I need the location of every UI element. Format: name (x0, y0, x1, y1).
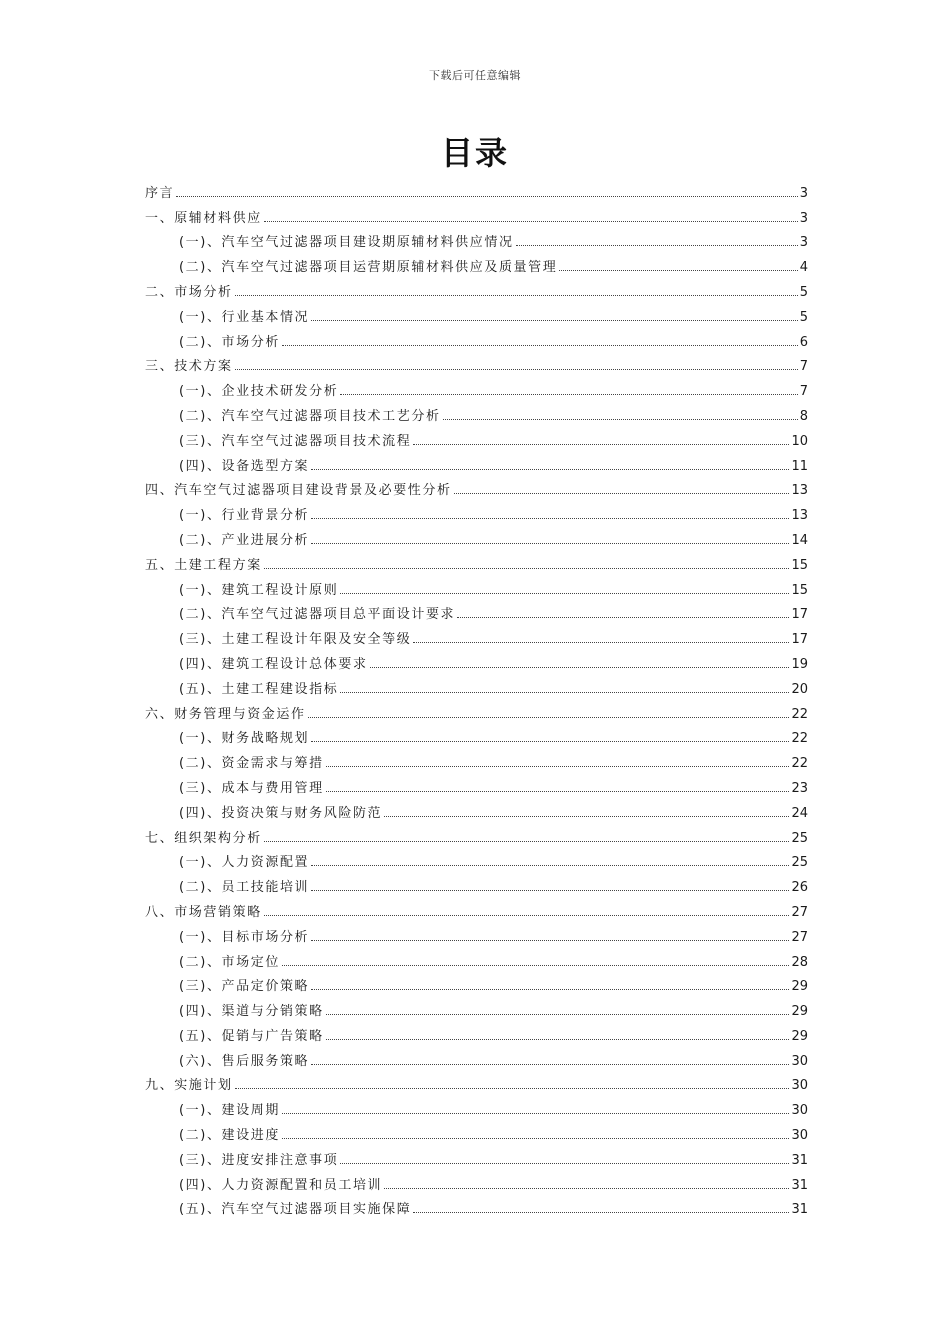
dot-leader (340, 1163, 789, 1164)
toc-entry[interactable] (145, 1044, 808, 1069)
toc-entry[interactable] (145, 796, 808, 821)
dot-leader (559, 270, 797, 271)
dot-leader (311, 989, 789, 990)
toc-entry-page-number: 22 (791, 706, 808, 722)
toc-entry-page-number: 28 (791, 954, 808, 970)
dot-leader (443, 419, 798, 420)
toc-entry-page-number: 25 (791, 830, 808, 846)
toc-entry-page-number: 27 (791, 904, 808, 920)
dot-leader (282, 1113, 790, 1114)
toc-entry-page-number: 17 (791, 632, 808, 648)
toc-entry-label: (五)、土建工程建设指标 (179, 681, 339, 697)
toc-entry-page-number: 29 (791, 1004, 808, 1020)
toc-entry[interactable] (145, 722, 808, 747)
dot-leader (311, 865, 789, 866)
toc-entry[interactable] (145, 598, 808, 623)
toc-entry-label: (二)、建设进度 (179, 1128, 280, 1144)
toc-entry-label: (一)、行业基本情况 (179, 309, 310, 325)
dot-leader (413, 1212, 789, 1213)
toc-entry-label: (五)、汽车空气过滤器项目实施保障 (179, 1202, 412, 1218)
dot-leader (340, 692, 789, 693)
toc-entry[interactable] (145, 300, 808, 325)
dot-leader (326, 1039, 790, 1040)
toc-entry-page-number: 29 (791, 1028, 808, 1044)
toc-entry-label: (二)、资金需求与筹措 (179, 756, 324, 772)
table-of-contents (145, 176, 808, 1217)
toc-entry-page-number: 3 (799, 210, 808, 226)
toc-entry-page-number: 25 (791, 855, 808, 871)
toc-entry-label: (二)、市场定位 (179, 954, 280, 970)
toc-entry-page-number: 24 (791, 805, 808, 821)
dot-leader (311, 890, 789, 891)
toc-entry[interactable] (145, 647, 808, 672)
dot-leader (311, 518, 789, 519)
toc-entry-label: (一)、人力资源配置 (179, 855, 310, 871)
toc-entry-page-number: 17 (791, 607, 808, 623)
toc-entry-page-number: 10 (791, 433, 808, 449)
toc-entry[interactable] (145, 1069, 808, 1094)
dot-leader (326, 791, 790, 792)
toc-entry-label: (一)、财务战略规划 (179, 731, 310, 747)
toc-entry[interactable] (145, 970, 808, 995)
toc-entry[interactable] (145, 697, 808, 722)
toc-entry-label: (六)、售后服务策略 (179, 1053, 310, 1069)
toc-entry-label: 九、实施计划 (145, 1078, 233, 1094)
toc-entry[interactable] (145, 250, 808, 275)
toc-entry-page-number: 31 (791, 1177, 808, 1193)
page-header: 下载后可任意编辑 (429, 69, 521, 82)
dot-leader (413, 642, 789, 643)
dot-leader (384, 1188, 789, 1189)
toc-entry[interactable] (145, 325, 808, 350)
dot-leader (311, 1064, 789, 1065)
toc-entry[interactable] (145, 523, 808, 548)
toc-entry-page-number: 20 (791, 681, 808, 697)
toc-entry-label: (二)、汽车空气过滤器项目运营期原辅材料供应及质量管理 (179, 260, 558, 276)
dot-leader (311, 940, 789, 941)
toc-entry[interactable] (145, 275, 808, 300)
toc-entry[interactable] (145, 1093, 808, 1118)
dot-leader (176, 196, 798, 197)
dot-leader (454, 493, 790, 494)
dot-leader (326, 766, 790, 767)
toc-entry[interactable] (145, 994, 808, 1019)
toc-entry-label: (二)、市场分析 (179, 334, 280, 350)
toc-entry-page-number: 19 (791, 656, 808, 672)
toc-entry-label: 七、组织架构分析 (145, 830, 262, 846)
toc-entry-page-number: 3 (799, 235, 808, 251)
toc-entry-page-number: 22 (791, 731, 808, 747)
toc-entry-page-number: 11 (791, 458, 808, 474)
toc-entry-label: (二)、汽车空气过滤器项目技术工艺分析 (179, 408, 441, 424)
dot-leader (311, 469, 789, 470)
toc-entry-page-number: 13 (791, 508, 808, 524)
toc-entry-label: (五)、促销与广告策略 (179, 1028, 324, 1044)
toc-entry[interactable] (145, 1193, 808, 1218)
toc-entry-label: 序言 (145, 185, 175, 201)
toc-entry-page-number: 3 (799, 185, 808, 201)
toc-entry-page-number: 30 (791, 1053, 808, 1069)
toc-entry[interactable] (145, 573, 808, 598)
toc-entry-label: (一)、目标市场分析 (179, 929, 310, 945)
toc-entry[interactable] (145, 672, 808, 697)
toc-entry-page-number: 6 (799, 334, 808, 350)
dot-leader (326, 1014, 790, 1015)
dot-leader (235, 295, 798, 296)
dot-leader (235, 1088, 790, 1089)
toc-entry-label: 五、土建工程方案 (145, 557, 262, 573)
toc-entry-label: (一)、企业技术研发分析 (179, 384, 339, 400)
toc-entry[interactable] (145, 771, 808, 796)
toc-entry[interactable] (145, 201, 808, 226)
toc-entry[interactable] (145, 1118, 808, 1143)
dot-leader (311, 320, 798, 321)
dot-leader (282, 1138, 790, 1139)
toc-entry-label: (三)、产品定价策略 (179, 979, 310, 995)
toc-entry-label: (四)、设备选型方案 (179, 458, 310, 474)
dot-leader (282, 965, 790, 966)
toc-entry[interactable] (145, 1143, 808, 1168)
toc-entry-page-number: 7 (799, 384, 808, 400)
toc-entry[interactable] (145, 920, 808, 945)
toc-entry-page-number: 13 (791, 483, 808, 499)
toc-entry-page-number: 30 (791, 1128, 808, 1144)
toc-entry-label: (二)、产业进展分析 (179, 532, 310, 548)
toc-entry[interactable] (145, 498, 808, 523)
dot-leader (340, 593, 789, 594)
toc-entry[interactable] (145, 895, 808, 920)
toc-entry-label: (一)、建设周期 (179, 1103, 280, 1119)
toc-entry[interactable] (145, 226, 808, 251)
toc-entry[interactable] (145, 746, 808, 771)
toc-entry-page-number: 15 (791, 557, 808, 573)
toc-entry[interactable] (145, 374, 808, 399)
toc-entry-label: (四)、建筑工程设计总体要求 (179, 656, 368, 672)
toc-entry-page-number: 26 (791, 880, 808, 896)
dot-leader (282, 345, 798, 346)
toc-entry-page-number: 8 (799, 408, 808, 424)
toc-entry-label: 四、汽车空气过滤器项目建设背景及必要性分析 (145, 483, 452, 499)
toc-entry[interactable] (145, 1168, 808, 1193)
toc-entry-label: (三)、成本与费用管理 (179, 780, 324, 796)
toc-entry-page-number: 5 (799, 284, 808, 300)
dot-leader (264, 568, 790, 569)
toc-entry[interactable] (145, 945, 808, 970)
toc-entry[interactable] (145, 350, 808, 375)
toc-entry[interactable] (145, 1019, 808, 1044)
toc-entry-label: (四)、投资决策与财务风险防范 (179, 805, 383, 821)
toc-entry-page-number: 29 (791, 979, 808, 995)
toc-entry-label: 六、财务管理与资金运作 (145, 706, 306, 722)
dot-leader (264, 841, 790, 842)
toc-entry-label: 一、原辅材料供应 (145, 210, 262, 226)
toc-entry[interactable] (145, 424, 808, 449)
dot-leader (457, 617, 789, 618)
dot-leader (311, 741, 789, 742)
toc-entry[interactable] (145, 821, 808, 846)
toc-entry-page-number: 22 (791, 756, 808, 772)
toc-entry[interactable] (145, 548, 808, 573)
dot-leader (413, 444, 789, 445)
page-title: 目录 (440, 134, 509, 172)
toc-entry-label: (一)、汽车空气过滤器项目建设期原辅材料供应情况 (179, 235, 514, 251)
toc-entry[interactable] (145, 449, 808, 474)
dot-leader (264, 221, 798, 222)
dot-leader (311, 543, 789, 544)
toc-entry-label: (二)、汽车空气过滤器项目总平面设计要求 (179, 607, 456, 623)
toc-entry-label: (一)、建筑工程设计原则 (179, 582, 339, 598)
toc-entry-page-number: 31 (791, 1152, 808, 1168)
toc-entry[interactable] (145, 474, 808, 499)
toc-entry-label: (三)、土建工程设计年限及安全等级 (179, 632, 412, 648)
toc-entry-label: 二、市场分析 (145, 284, 233, 300)
toc-entry-page-number: 30 (791, 1103, 808, 1119)
toc-entry-label: 八、市场营销策略 (145, 904, 262, 920)
dot-leader (516, 245, 798, 246)
toc-entry[interactable] (145, 176, 808, 201)
toc-entry-page-number: 5 (799, 309, 808, 325)
toc-entry-label: (四)、人力资源配置和员工培训 (179, 1177, 383, 1193)
dot-leader (264, 915, 790, 916)
toc-entry-page-number: 4 (799, 260, 808, 276)
dot-leader (235, 369, 798, 370)
toc-entry-label: (一)、行业背景分析 (179, 508, 310, 524)
toc-entry-page-number: 7 (799, 359, 808, 375)
toc-entry[interactable] (145, 846, 808, 871)
dot-leader (340, 394, 797, 395)
dot-leader (370, 667, 790, 668)
toc-entry-label: (四)、渠道与分销策略 (179, 1004, 324, 1020)
toc-entry-label: (三)、汽车空气过滤器项目技术流程 (179, 433, 412, 449)
dot-leader (384, 816, 789, 817)
toc-entry[interactable] (145, 622, 808, 647)
toc-entry[interactable] (145, 870, 808, 895)
toc-entry-page-number: 30 (791, 1078, 808, 1094)
toc-entry-page-number: 23 (791, 780, 808, 796)
dot-leader (308, 717, 790, 718)
toc-entry-label: (二)、员工技能培训 (179, 880, 310, 896)
toc-entry-label: 三、技术方案 (145, 359, 233, 375)
toc-entry-page-number: 15 (791, 582, 808, 598)
toc-entry-label: (三)、进度安排注意事项 (179, 1152, 339, 1168)
toc-entry-page-number: 31 (791, 1202, 808, 1218)
toc-entry-page-number: 14 (791, 532, 808, 548)
toc-entry-page-number: 27 (791, 929, 808, 945)
toc-entry[interactable] (145, 399, 808, 424)
